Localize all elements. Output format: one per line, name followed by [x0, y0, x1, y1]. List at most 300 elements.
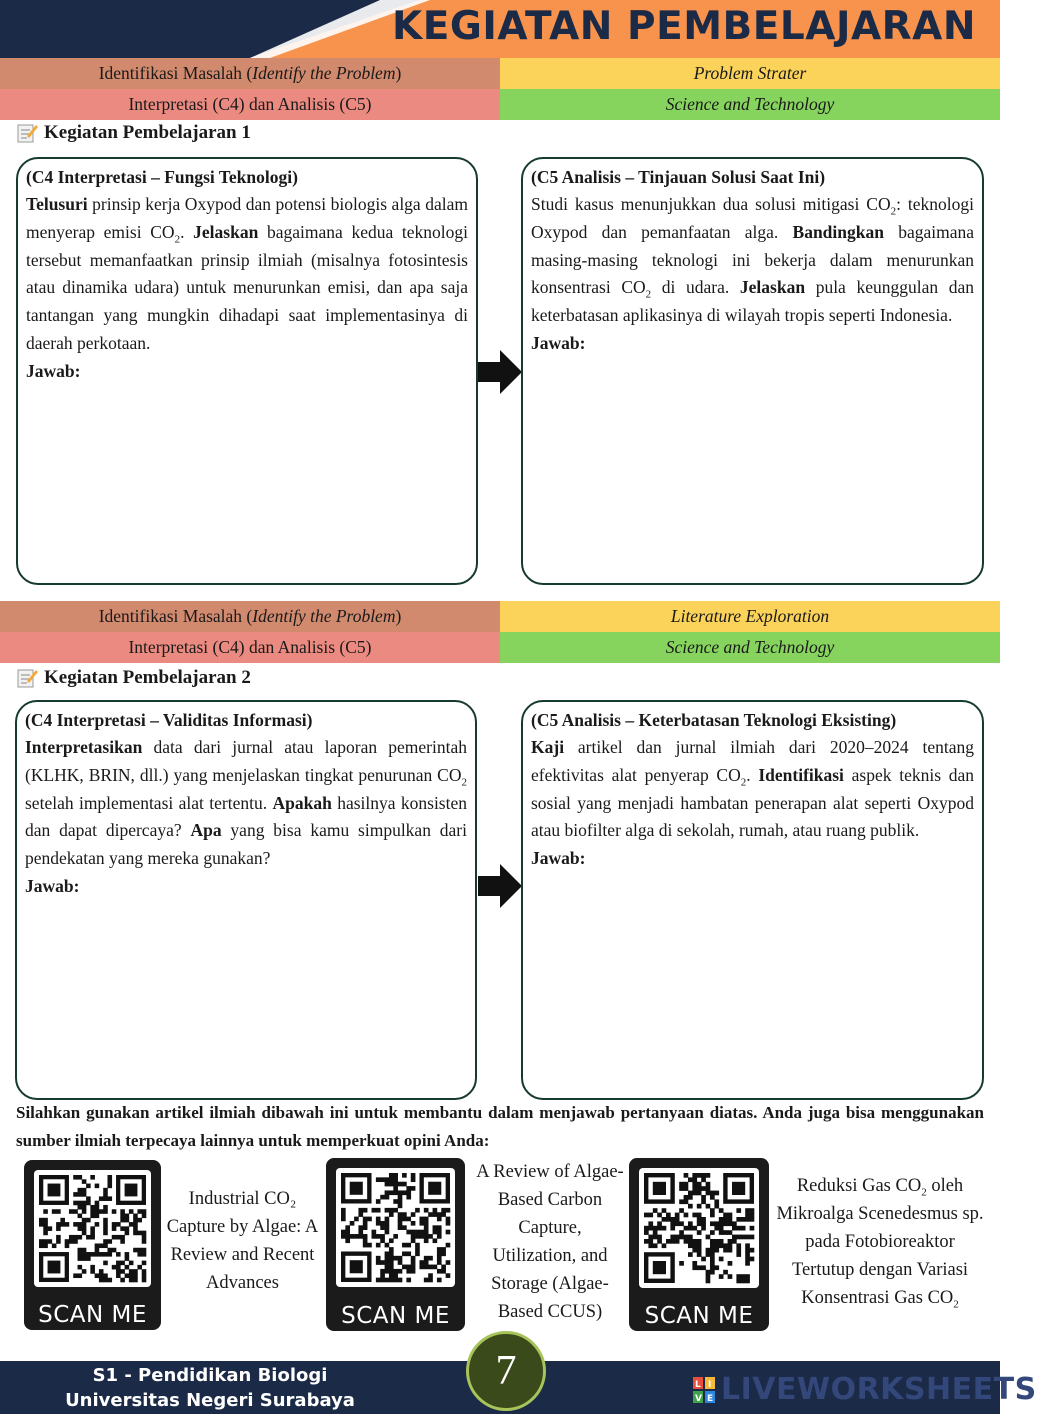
- qr-module: [78, 1273, 83, 1278]
- qr-module: [385, 1278, 390, 1283]
- qr-module: [741, 1235, 746, 1240]
- qr-module: [692, 1182, 697, 1187]
- qr-module: [679, 1186, 684, 1191]
- qr-module: [103, 1252, 108, 1257]
- qr-module: [65, 1222, 70, 1227]
- qr-module: [56, 1226, 61, 1231]
- qr-module: [736, 1235, 741, 1240]
- qr-module: [419, 1230, 424, 1235]
- qr-module: [103, 1188, 108, 1193]
- qr-module: [82, 1248, 87, 1253]
- qr-module: [406, 1251, 411, 1256]
- qr-module: [103, 1205, 108, 1210]
- qr-module: [701, 1199, 706, 1204]
- qr-module: [441, 1208, 446, 1213]
- qr-module: [714, 1191, 719, 1196]
- qr-module: [437, 1217, 442, 1222]
- institution-block: [0, 1361, 420, 1413]
- qr-module: [82, 1205, 87, 1210]
- qr-code-1[interactable]: [24, 1160, 161, 1330]
- qr-module: [90, 1252, 95, 1257]
- qr-module: [684, 1182, 689, 1187]
- qr-module: [745, 1213, 750, 1218]
- qr-module: [648, 1243, 653, 1248]
- qr-module: [428, 1273, 433, 1278]
- qr-module: [446, 1260, 451, 1265]
- qr-module: [86, 1184, 91, 1189]
- qr-module: [133, 1269, 138, 1274]
- qr-module: [116, 1265, 121, 1270]
- qr-module: [446, 1273, 451, 1278]
- qr-module: [95, 1252, 100, 1257]
- qr-module: [697, 1213, 702, 1218]
- qr-module: [697, 1186, 702, 1191]
- qr-module: [116, 1273, 121, 1278]
- qr-module: [95, 1205, 100, 1210]
- qr-module: [120, 1269, 125, 1274]
- qr-module: [411, 1221, 416, 1226]
- qr-module: [688, 1239, 693, 1244]
- qr-module: [103, 1243, 108, 1248]
- qr-module: [684, 1213, 689, 1218]
- qr-module: [120, 1261, 125, 1266]
- qr-module: [393, 1273, 398, 1278]
- qr-finder: [350, 1260, 363, 1273]
- qr-module: [714, 1265, 719, 1270]
- qr-module: [701, 1221, 706, 1226]
- qr-module: [679, 1261, 684, 1266]
- qr-module: [389, 1238, 394, 1243]
- qr-finder: [428, 1182, 441, 1195]
- qr-module: [90, 1226, 95, 1231]
- qr-module: [125, 1273, 130, 1278]
- qr-module: [719, 1257, 724, 1262]
- qr-module: [701, 1257, 706, 1262]
- qr-module: [380, 1238, 385, 1243]
- qr-module: [433, 1225, 438, 1230]
- qr-module: [728, 1221, 733, 1226]
- qr-module: [750, 1226, 755, 1231]
- qr-module: [714, 1248, 719, 1253]
- qr-module: [385, 1221, 390, 1226]
- qr-module: [406, 1190, 411, 1195]
- qr-module: [723, 1217, 728, 1222]
- qr-module: [125, 1214, 130, 1219]
- page-title: KEGIATAN PEMBELAJARAN: [392, 4, 976, 49]
- qr-module: [363, 1221, 368, 1226]
- qr-module: [692, 1173, 697, 1178]
- qr-module: [723, 1221, 728, 1226]
- qr-module: [437, 1247, 442, 1252]
- qr-module: [73, 1192, 78, 1197]
- qr-module: [43, 1231, 48, 1236]
- question-box-c5-2[interactable]: [521, 700, 984, 1100]
- qr-module: [692, 1248, 697, 1253]
- qr-module: [389, 1177, 394, 1182]
- qr-module: [99, 1196, 104, 1201]
- qr-module: [692, 1226, 697, 1231]
- phase-label: Identifikasi Masalah ( Identify the Problem ): [0, 601, 500, 632]
- qr-module: [411, 1260, 416, 1265]
- qr-module: [692, 1239, 697, 1244]
- qr-module: [411, 1238, 416, 1243]
- qr-module: [684, 1239, 689, 1244]
- qr-module: [389, 1190, 394, 1195]
- qr-module: [670, 1226, 675, 1231]
- qr-module: [120, 1278, 125, 1283]
- qr-module: [142, 1278, 147, 1283]
- qr-module: [406, 1243, 411, 1248]
- qr-module: [437, 1230, 442, 1235]
- qr-module: [125, 1218, 130, 1223]
- qr-module: [78, 1201, 83, 1206]
- qr-module: [648, 1221, 653, 1226]
- qr-module: [393, 1186, 398, 1191]
- qr-module: [56, 1239, 61, 1244]
- qr-module: [112, 1209, 117, 1214]
- qr-module: [688, 1235, 693, 1240]
- qr-module: [82, 1256, 87, 1261]
- qr-module: [73, 1175, 78, 1180]
- question-text: Kaji artikel dan jurnal ilmiah dari 2020–2024 tentang efektivitas alat penyerap $CO_2$. Identifikasi aspek teknis dan sosial yang menjadi hambatan penerapan alat seperti Oxypod atau biofilter alga di sekolah, rumah, atau ruang publik.: [531, 737, 974, 841]
- qr-module: [446, 1243, 451, 1248]
- qr-module: [688, 1243, 693, 1248]
- qr-module: [719, 1243, 724, 1248]
- question-box-c5-1[interactable]: [521, 157, 984, 585]
- qr-module: [95, 1209, 100, 1214]
- qr-module: [372, 1230, 377, 1235]
- qr-module: [78, 1226, 83, 1231]
- qr-module: [446, 1208, 451, 1213]
- qr-code-icon: [336, 1168, 455, 1287]
- qr-module: [692, 1191, 697, 1196]
- qr-module: [142, 1273, 147, 1278]
- qr-module: [710, 1195, 715, 1200]
- qr-module: [389, 1260, 394, 1265]
- qr-module: [446, 1221, 451, 1226]
- qr-module: [670, 1217, 675, 1222]
- qr-module: [424, 1217, 429, 1222]
- qr-module: [341, 1217, 346, 1222]
- qr-module: [710, 1270, 715, 1275]
- qr-module: [398, 1204, 403, 1209]
- qr-module: [129, 1269, 134, 1274]
- answer-label: Jawab:: [26, 360, 81, 381]
- liveworksheets-logo[interactable]: [693, 1372, 1037, 1407]
- page-number: 7: [466, 1331, 546, 1411]
- qr-module: [345, 1225, 350, 1230]
- qr-module: [745, 1274, 750, 1279]
- qr-module: [358, 1234, 363, 1239]
- qr-module: [719, 1239, 724, 1244]
- question-box-c4-2[interactable]: [15, 700, 477, 1100]
- qr-module: [728, 1274, 733, 1279]
- qr-module: [745, 1208, 750, 1213]
- qr-module: [688, 1221, 693, 1226]
- qr-module: [385, 1269, 390, 1274]
- qr-module: [380, 1177, 385, 1182]
- qr-module: [710, 1257, 715, 1262]
- qr-code-2[interactable]: [326, 1158, 465, 1331]
- qr-module: [402, 1225, 407, 1230]
- qr-module: [372, 1234, 377, 1239]
- qr-module: [380, 1195, 385, 1200]
- qr-module: [120, 1209, 125, 1214]
- qr-module: [662, 1226, 667, 1231]
- qr-module: [437, 1260, 442, 1265]
- box-title: (C4 Interpretasi – Fungsi Teknologi): [26, 167, 298, 187]
- qr-module: [714, 1239, 719, 1244]
- qr-module: [398, 1212, 403, 1217]
- domain-label: Science and Technology: [500, 632, 1000, 663]
- qr-module: [701, 1265, 706, 1270]
- qr-module: [684, 1235, 689, 1240]
- qr-module: [692, 1243, 697, 1248]
- qr-module: [137, 1265, 142, 1270]
- qr-module: [706, 1279, 711, 1284]
- qr-module: [697, 1248, 702, 1253]
- qr-module: [706, 1270, 711, 1275]
- qr-module: [137, 1218, 142, 1223]
- qr-module: [441, 1251, 446, 1256]
- qr-module: [736, 1217, 741, 1222]
- qr-module: [73, 1273, 78, 1278]
- qr-module: [398, 1182, 403, 1187]
- qr-module: [741, 1217, 746, 1222]
- label-row-4: [0, 632, 1000, 663]
- qr-module: [433, 1230, 438, 1235]
- qr-module: [107, 1184, 112, 1189]
- qr-module: [385, 1208, 390, 1213]
- qr-module: [385, 1177, 390, 1182]
- qr-module: [398, 1256, 403, 1261]
- qr-module: [95, 1222, 100, 1227]
- qr-module: [116, 1269, 121, 1274]
- qr-module: [385, 1190, 390, 1195]
- qr-module: [411, 1186, 416, 1191]
- qr-module: [679, 1199, 684, 1204]
- qr-module: [419, 1217, 424, 1222]
- qr-module: [728, 1217, 733, 1222]
- qr-module: [73, 1239, 78, 1244]
- qr-module: [43, 1222, 48, 1227]
- qr-module: [56, 1209, 61, 1214]
- qr-module: [736, 1208, 741, 1213]
- qr-module: [732, 1226, 737, 1231]
- qr-module: [133, 1273, 138, 1278]
- qr-module: [657, 1226, 662, 1231]
- qr-module: [350, 1234, 355, 1239]
- qr-module: [78, 1192, 83, 1197]
- qr-module: [719, 1208, 724, 1213]
- qr-module: [376, 1256, 381, 1261]
- qr-module: [120, 1239, 125, 1244]
- qr-module: [90, 1214, 95, 1219]
- qr-module: [692, 1213, 697, 1218]
- qr-module: [354, 1234, 359, 1239]
- qr-module: [706, 1182, 711, 1187]
- badge-letter: V: [695, 1393, 702, 1404]
- qr-module: [736, 1248, 741, 1253]
- qr-module: [411, 1265, 416, 1270]
- qr-module: [103, 1273, 108, 1278]
- qr-module: [428, 1278, 433, 1283]
- qr-module: [86, 1256, 91, 1261]
- reference-title-3: Reduksi Gas $CO_2$ oleh Mikroalga Scenedesmus sp. pada Fotobioreaktor Tertutup dengan Variasi Konsentrasi Gas $CO_2$: [776, 1176, 984, 1311]
- qr-module: [441, 1212, 446, 1217]
- qr-module: [120, 1226, 125, 1231]
- qr-module: [133, 1231, 138, 1236]
- qr-module: [723, 1243, 728, 1248]
- qr-module: [750, 1248, 755, 1253]
- qr-module: [719, 1274, 724, 1279]
- qr-module: [48, 1239, 53, 1244]
- qr-module: [142, 1239, 147, 1244]
- qr-module: [719, 1217, 724, 1222]
- qr-module: [133, 1226, 138, 1231]
- qr-module: [43, 1243, 48, 1248]
- qr-module: [710, 1221, 715, 1226]
- qr-module: [697, 1265, 702, 1270]
- qr-module: [385, 1243, 390, 1248]
- badge-letter: E: [707, 1393, 714, 1404]
- answer-label: Jawab:: [531, 332, 586, 353]
- qr-module: [133, 1248, 138, 1253]
- qr-module: [398, 1278, 403, 1283]
- qr-module: [142, 1252, 147, 1257]
- qr-module: [90, 1175, 95, 1180]
- qr-module: [688, 1226, 693, 1231]
- qr-module: [393, 1182, 398, 1187]
- qr-module: [73, 1222, 78, 1227]
- model-label: Literature Exploration: [500, 601, 1000, 632]
- qr-module: [363, 1217, 368, 1222]
- qr-module: [745, 1279, 750, 1284]
- qr-module: [363, 1234, 368, 1239]
- qr-module: [437, 1251, 442, 1256]
- qr-module: [415, 1234, 420, 1239]
- qr-module: [675, 1217, 680, 1222]
- qr-module: [433, 1265, 438, 1270]
- qr-module: [406, 1265, 411, 1270]
- qr-module: [406, 1269, 411, 1274]
- qr-module: [675, 1213, 680, 1218]
- answer-label: Jawab:: [531, 848, 586, 869]
- qr-module: [78, 1252, 83, 1257]
- qr-code-3[interactable]: [629, 1158, 769, 1331]
- qr-module: [82, 1192, 87, 1197]
- qr-module: [345, 1238, 350, 1243]
- qr-module: [670, 1235, 675, 1240]
- qr-module: [719, 1230, 724, 1235]
- qr-module: [82, 1179, 87, 1184]
- qr-module: [43, 1209, 48, 1214]
- qr-module: [653, 1230, 658, 1235]
- qr-module: [424, 1256, 429, 1261]
- qr-module: [345, 1230, 350, 1235]
- qr-module: [692, 1186, 697, 1191]
- question-text: Studi kasus menunjukkan dua solusi mitigasi $CO_2$: teknologi Oxypod dan pemanfaatan alga. Bandingkan bagaimana masing-masing teknologi ini bekerja dalam menurunkan konsentrasi $CO_2$ di udara. Jelaskan pula keunggulan dan keterbatasan aplikasinya di wilayah tropis seperti Indonesia.: [531, 194, 975, 326]
- qr-module: [107, 1179, 112, 1184]
- qr-module: [133, 1222, 138, 1227]
- qr-module: [697, 1217, 702, 1222]
- activity-heading-1: Kegiatan Pembelajaran 1: [16, 122, 251, 144]
- qr-module: [56, 1235, 61, 1240]
- qr-module: [670, 1221, 675, 1226]
- badge-letter: I: [708, 1379, 712, 1390]
- qr-module: [112, 1248, 117, 1253]
- qr-module: [697, 1239, 702, 1244]
- qr-module: [714, 1243, 719, 1248]
- qr-module: [86, 1201, 91, 1206]
- qr-module: [389, 1278, 394, 1283]
- qr-module: [697, 1173, 702, 1178]
- qr-module: [415, 1243, 420, 1248]
- qr-module: [82, 1269, 87, 1274]
- qr-module: [65, 1243, 70, 1248]
- qr-module: [78, 1205, 83, 1210]
- qr-module: [428, 1234, 433, 1239]
- qr-module: [52, 1209, 57, 1214]
- qr-module: [82, 1201, 87, 1206]
- qr-module: [415, 1247, 420, 1252]
- qr-module: [701, 1195, 706, 1200]
- qr-module: [648, 1235, 653, 1240]
- qr-module: [402, 1265, 407, 1270]
- qr-module: [103, 1196, 108, 1201]
- qr-module: [69, 1239, 74, 1244]
- phase-label: Identifikasi Masalah ( Identify the Problem ): [0, 58, 500, 89]
- qr-module: [697, 1204, 702, 1209]
- memo-icon: [16, 122, 38, 144]
- qr-module: [86, 1218, 91, 1223]
- qr-finder: [125, 1184, 138, 1197]
- qr-module: [393, 1173, 398, 1178]
- qr-module: [688, 1195, 693, 1200]
- qr-module: [657, 1239, 662, 1244]
- qr-module: [710, 1265, 715, 1270]
- question-box-c4-1[interactable]: [16, 157, 478, 585]
- qr-module: [73, 1209, 78, 1214]
- qr-module: [441, 1269, 446, 1274]
- qr-module: [125, 1226, 130, 1231]
- qr-code-icon: [639, 1168, 759, 1288]
- qr-module: [684, 1226, 689, 1231]
- qr-module: [86, 1235, 91, 1240]
- qr-module: [398, 1269, 403, 1274]
- qr-module: [745, 1257, 750, 1262]
- qr-module: [736, 1252, 741, 1257]
- qr-module: [710, 1252, 715, 1257]
- qr-module: [648, 1226, 653, 1231]
- qr-module: [745, 1261, 750, 1266]
- qr-module: [95, 1184, 100, 1189]
- qr-module: [358, 1225, 363, 1230]
- reference-title-1: Industrial CO₂ Capture by Algae: A Review and Recent Advances: [166, 1189, 319, 1293]
- qr-module: [679, 1235, 684, 1240]
- qr-module: [750, 1257, 755, 1262]
- qr-module: [380, 1273, 385, 1278]
- qr-module: [406, 1278, 411, 1283]
- qr-module: [688, 1204, 693, 1209]
- qr-module: [112, 1235, 117, 1240]
- qr-module: [95, 1214, 100, 1219]
- qr-module: [376, 1278, 381, 1283]
- scan-me-label: SCAN ME: [341, 1303, 450, 1329]
- qr-module: [78, 1248, 83, 1253]
- qr-module: [125, 1256, 130, 1261]
- qr-module: [389, 1247, 394, 1252]
